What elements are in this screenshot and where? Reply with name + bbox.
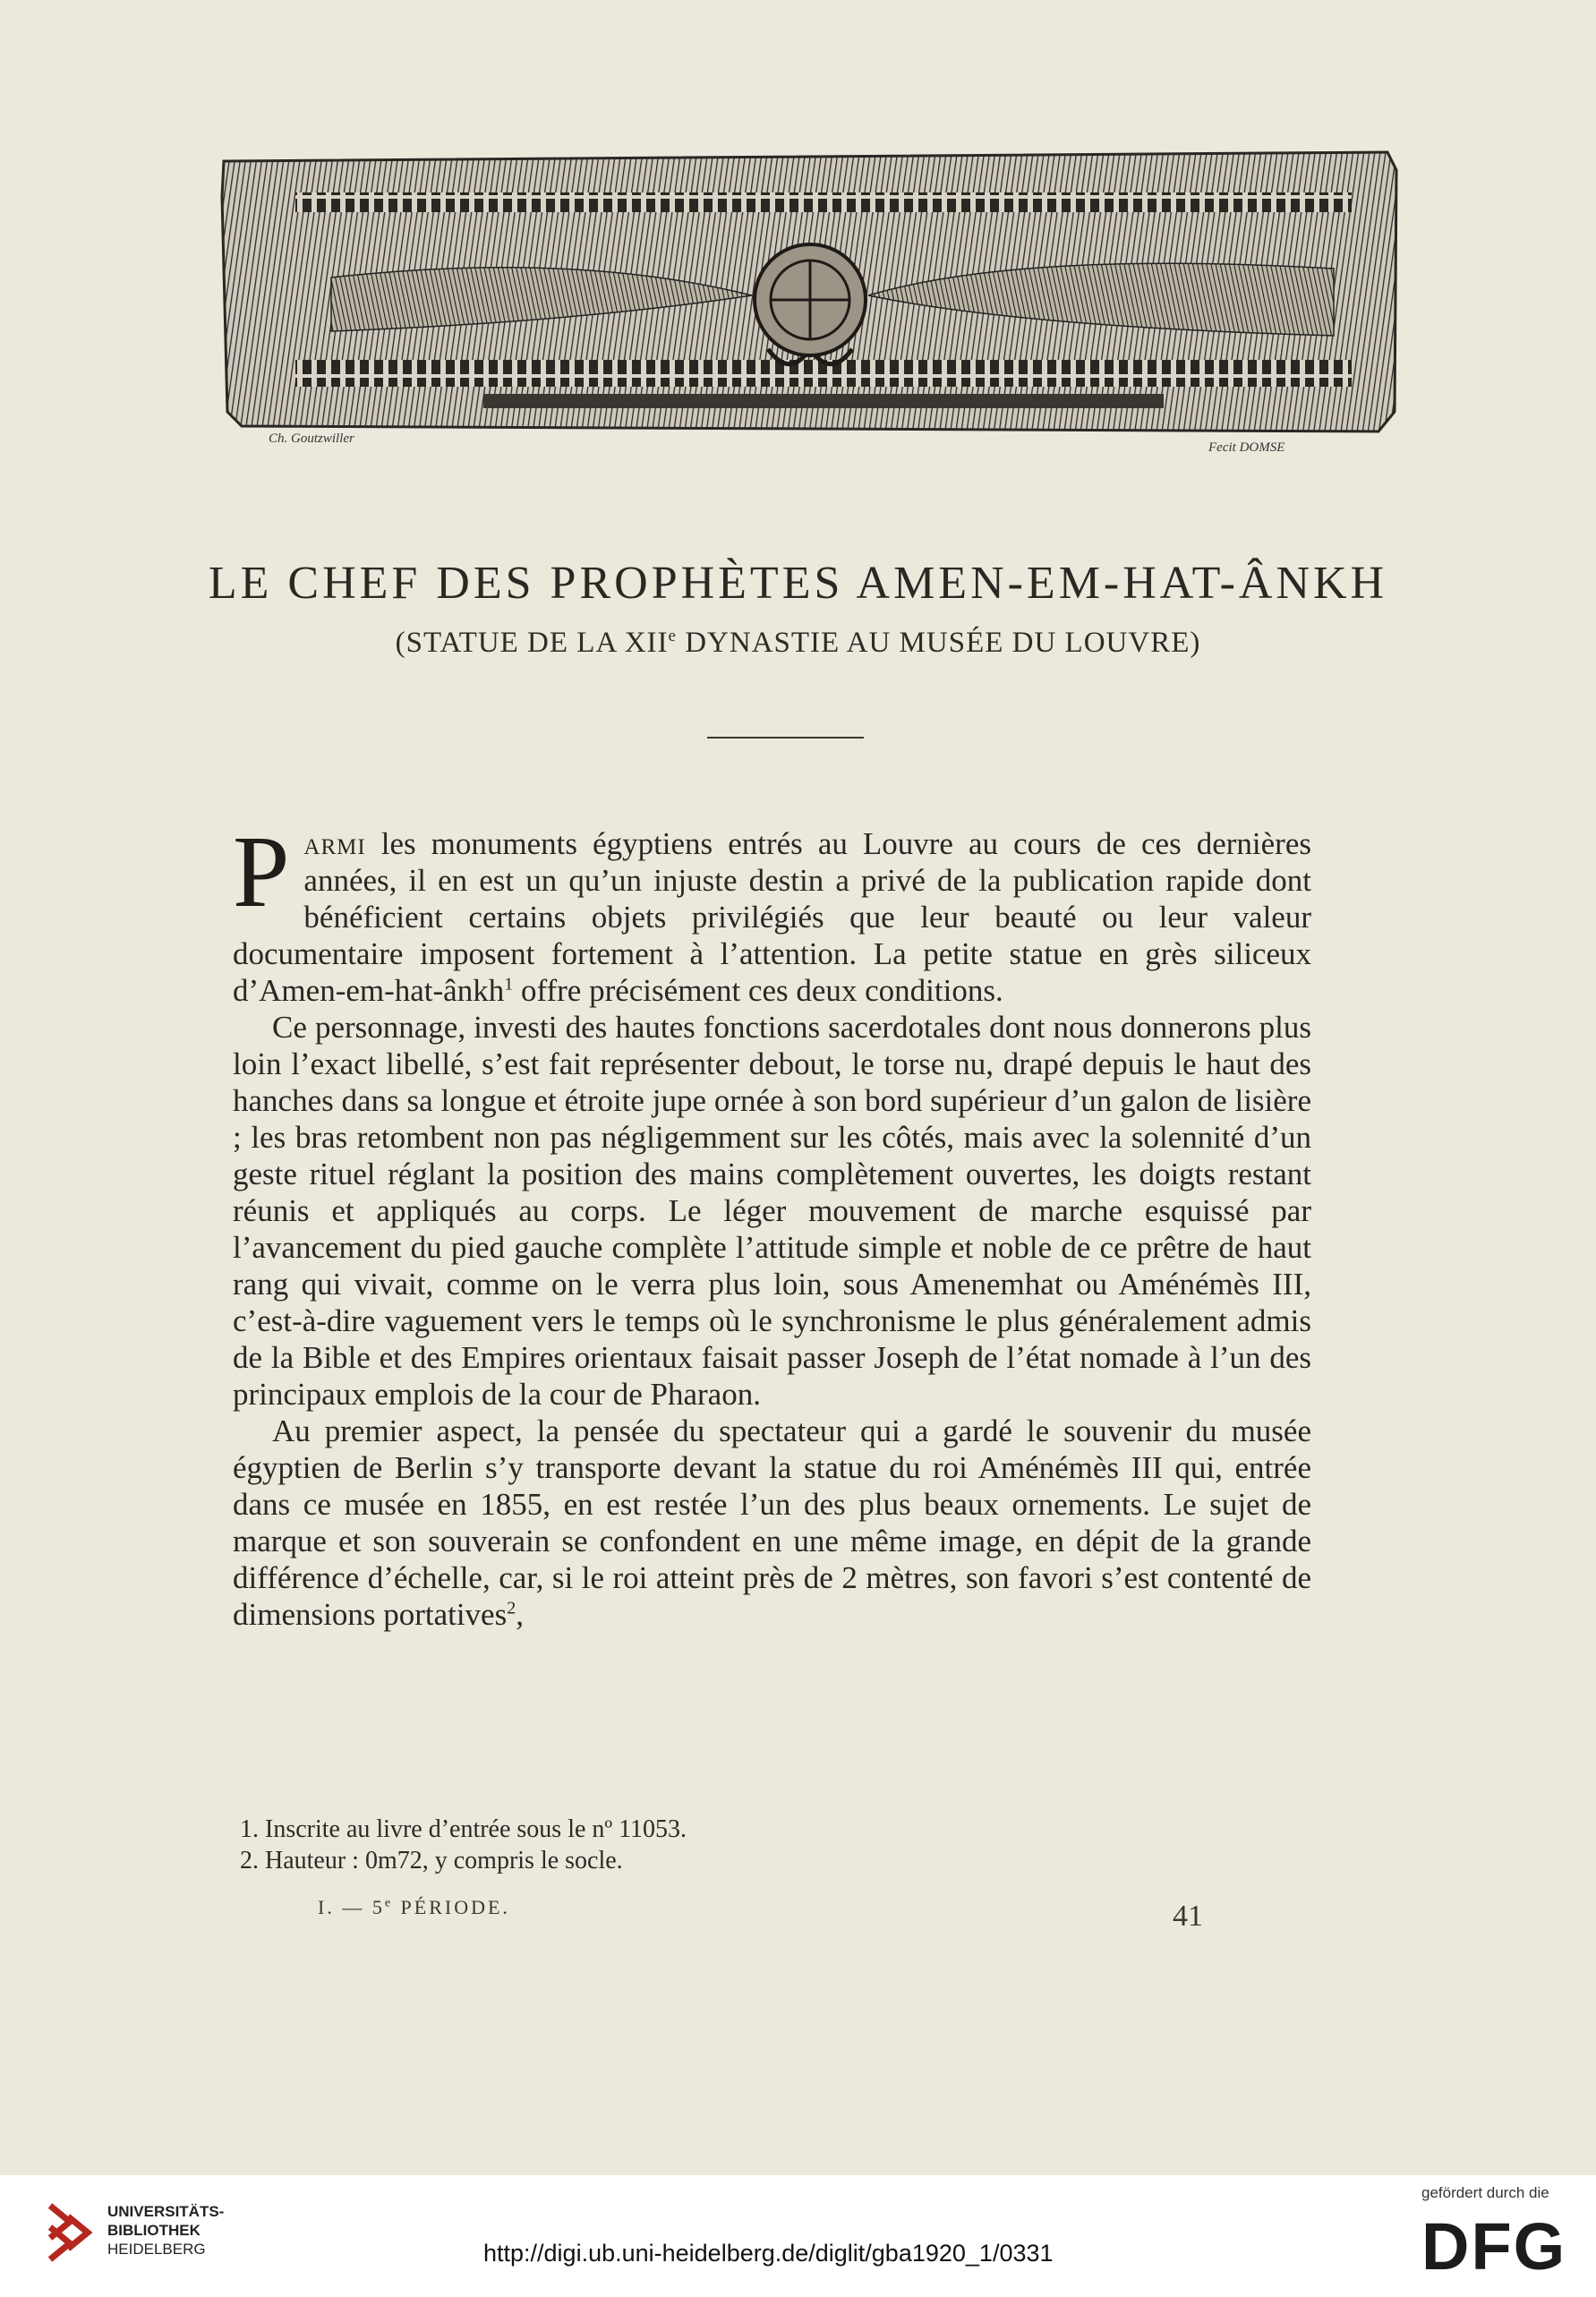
- paragraph-1: [233, 815, 1311, 1009]
- drop-cap: P: [233, 815, 290, 928]
- library-name: [107, 2202, 224, 2259]
- library-line-1: UNIVERSITÄTS-: [107, 2203, 225, 2220]
- subtitle-superscript: e: [668, 627, 677, 645]
- university-library-logo-icon: [43, 2197, 95, 2268]
- footnote-ref-2[interactable]: 2: [507, 1598, 516, 1618]
- paragraph-3: [233, 1413, 1311, 1633]
- subtitle-text-end: DYNASTIE AU MUSÉE DU LOUVRE): [676, 627, 1201, 659]
- article-body: [233, 815, 1311, 1633]
- footnote-ref-1[interactable]: 1: [504, 974, 514, 995]
- page-number: 41: [1173, 1900, 1203, 1933]
- illustrator-credit: Ch. Goutzwiller: [269, 431, 354, 446]
- title-divider: [707, 737, 864, 739]
- footnotes: [240, 1814, 1225, 1876]
- footnote-2: 2. Hauteur : 0m72, y compris le socle.: [240, 1847, 623, 1874]
- sheet-signature-end: PÉRIODE.: [393, 1896, 510, 1918]
- dfg-logo: DFG: [1421, 2209, 1567, 2284]
- permalink-url[interactable]: http://digi.ub.uni-heidelberg.de/diglit/gba1920_1/0331: [483, 2240, 1054, 2267]
- article-title: LE CHEF DES PROPHÈTES AMEN-EM-HAT-ÂNKH: [208, 558, 1388, 609]
- subtitle-text: (STATUE DE LA XII: [395, 627, 669, 659]
- article-subtitle: [0, 627, 1596, 660]
- engraved-relief-illustration: [215, 143, 1405, 439]
- paragraph-1-text: les monuments égyptiens entrés au Louvre au cours de ces dernières années, il en est un qu’un injuste destin a privé de la publication rapide dont bénéficient certains objets privilégiés que leur beauté ou leur valeur documentaire imposent fortement à l’attention. La petite statue en grès siliceux d’Amen-em-hat-ânkh: [233, 826, 1311, 1008]
- sheet-signature-sup: e: [384, 1896, 394, 1910]
- paragraph-3-end: ,: [516, 1597, 524, 1632]
- funding-caption: gefördert durch die: [1421, 2184, 1549, 2201]
- sheet-signature-text: I. — 5: [318, 1896, 385, 1918]
- library-line-2: BIBLIOTHEK: [107, 2222, 201, 2239]
- paragraph-2: Ce personnage, investi des hautes fonctions sacerdotales dont nous donnerons plus loin l’exact libellé, s’est fait représenter debout, le torse nu, drapé depuis le haut des hanches dans sa longue et étroite jupe ornée à son bord supérieur d’un galon de lisière ; les bras retombent non pas négligemment sur les côtés, mais avec la solennité d’un geste rituel réglant la position des mains complètement ouvertes, les doigts restant réunis et appliqués au corps. Le léger mouvement de marche esquissé par l’avancement du pied gauche complète l’attitude simple et noble de ce prêtre de haut rang qui vivait, comme on le verra plus loin, sous Amenemhat ou Aménémès III, c’est-à-dire vaguement vers le temps où le synchronisme le plus généralement admis de la Bible et des Empires orientaux faisait passer Joseph de l’état nomade à l’un des principaux emplois de la cour de Pharaon.: [233, 1010, 1311, 1412]
- engraver-credit: Fecit DOMSE: [1208, 440, 1285, 455]
- opening-smallcaps: armi: [303, 826, 366, 861]
- paragraph-3-text: Au premier aspect, la pensée du spectateur qui a gardé le souvenir du musée égyptien de Berlin s’y transporte devant la statue du roi Aménémès III qui, entrée dans ce musée en 1855, en est restée l’un des plus beaux ornements. Le sujet de marque et son souverain se confondent en une même image, en dépit de la grande différence d’échelle, car, si le roi atteint près de 2 mètres, son favori s’est contenté de dimensions portatives: [233, 1413, 1311, 1632]
- sheet-signature: [318, 1896, 510, 1919]
- footer-bar: [0, 2175, 1596, 2297]
- header-engraving-image: [215, 143, 1405, 439]
- footnote-1: 1. Inscrite au livre d’entrée sous le nº 11053.: [240, 1815, 687, 1843]
- paragraph-1-text-end: offre précisément ces deux conditions.: [513, 973, 1003, 1008]
- library-line-3: HEIDELBERG: [107, 2241, 206, 2258]
